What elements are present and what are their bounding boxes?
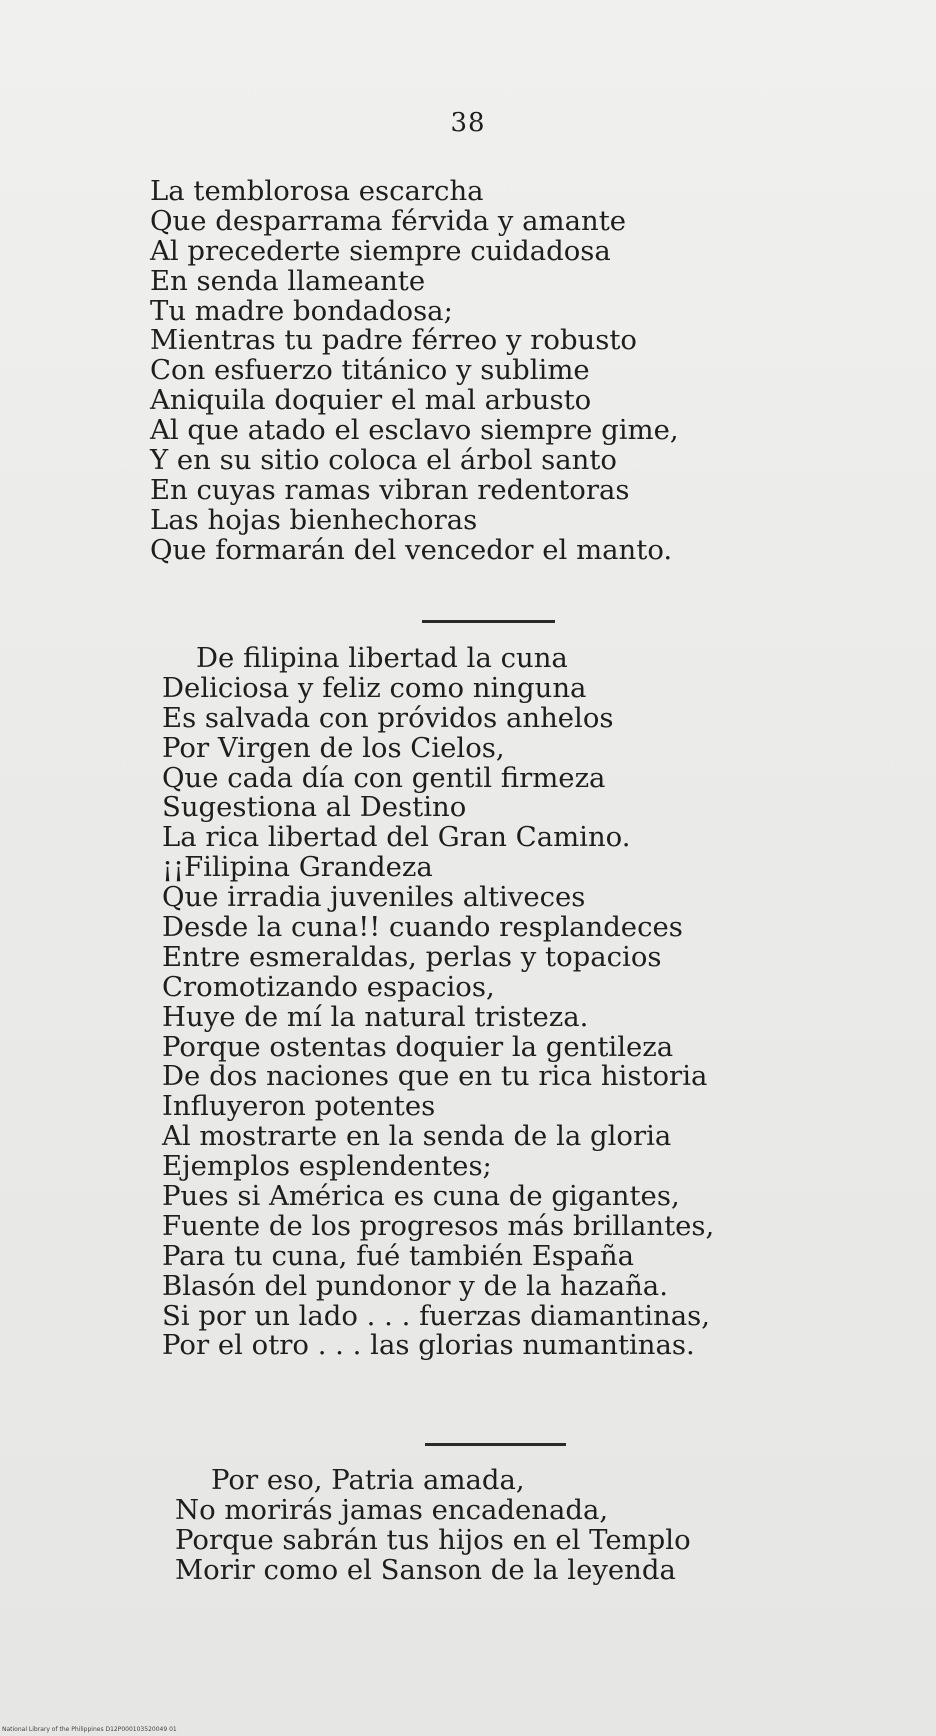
verse-line: Por Virgen de los Cielos, [162, 731, 505, 764]
stanza-2 [162, 644, 714, 1361]
verse-line: Morir como el Sanson de la leyenda [175, 1553, 676, 1586]
scan-credit: National Library of the Philippines D12P000103520049 01 [2, 1726, 177, 1733]
verse-line: Influyeron potentes [162, 1090, 436, 1123]
verse-line: Que cada día con gentil firmeza [162, 761, 606, 794]
verse-line: La rica libertad del Gran Camino. [162, 821, 631, 854]
verse-line: Para tu cuna, fué también España [162, 1239, 634, 1272]
verse-line: En senda llameante [150, 264, 426, 297]
section-divider [425, 1443, 566, 1446]
verse-line: Al mostrarte en la senda de la gloria [162, 1120, 672, 1153]
stanza-3 [175, 1466, 691, 1586]
verse-line: En cuyas ramas vibran redentoras [150, 473, 630, 506]
verse-line: Con esfuerzo titánico y sublime [150, 354, 590, 387]
verse-line: Al precederte siempre cuidadosa [150, 234, 611, 267]
verse-line: Es salvada con próvidos anhelos [162, 701, 614, 734]
verse-line: Al que atado el esclavo siempre gime, [150, 414, 679, 447]
verse-line: Por eso, Patria amada, [211, 1464, 525, 1496]
verse-line: La temblorosa escarcha [150, 175, 484, 207]
verse-line: Entre esmeraldas, perlas y topacios [162, 940, 662, 973]
verse-line: Desde la cuna!! cuando resplandeces [162, 911, 683, 944]
verse-line: Aniquila doquier el mal arbusto [150, 384, 592, 417]
verse-line: Blasón del pundonor y de la hazaña. [162, 1269, 668, 1302]
verse-line: Que formarán del vencedor el manto. [150, 533, 673, 566]
verse-line: Sugestiona al Destino [162, 791, 467, 824]
verse-line: Porque ostentas doquier la gentileza [162, 1030, 674, 1063]
section-divider [422, 620, 555, 623]
verse-line: De filipina libertad la cuna [196, 642, 568, 674]
verse-line: Ejemplos esplendentes; [162, 1150, 492, 1183]
verse-line: Y en su sitio coloca el árbol santo [150, 444, 617, 477]
verse-line: No morirás jamas encadenada, [175, 1493, 609, 1526]
verse-line: Por el otro . . . las glorias numantinas. [162, 1329, 695, 1362]
page-number: 38 [450, 108, 486, 138]
verse-line: Huye de mí la natural tristeza. [162, 1000, 589, 1033]
verse-line: Fuente de los progresos más brillantes, [162, 1209, 715, 1242]
verse-line: Porque sabrán tus hijos en el Templo [175, 1523, 691, 1556]
verse-line: Cromotizando espacios, [162, 970, 495, 1003]
verse-line: Pues si América es cuna de gigantes, [162, 1180, 680, 1213]
verse-line: Que desparrama férvida y amante [150, 204, 627, 237]
verse-line: Tu madre bondadosa; [150, 294, 453, 327]
verse-line: ¡¡Filipina Grandeza [162, 851, 433, 884]
verse-line: Deliciosa y feliz como ninguna [162, 671, 587, 704]
verse-line: De dos naciones que en tu rica historia [162, 1060, 708, 1093]
verse-line: Que irradia juveniles altiveces [162, 881, 586, 914]
verse-line: Si por un lado . . . fuerzas diamantinas, [162, 1299, 710, 1332]
stanza-1 [150, 177, 679, 566]
verse-line: Mientras tu padre férreo y robusto [150, 324, 637, 357]
verse-line: Las hojas bienhechoras [150, 503, 478, 536]
